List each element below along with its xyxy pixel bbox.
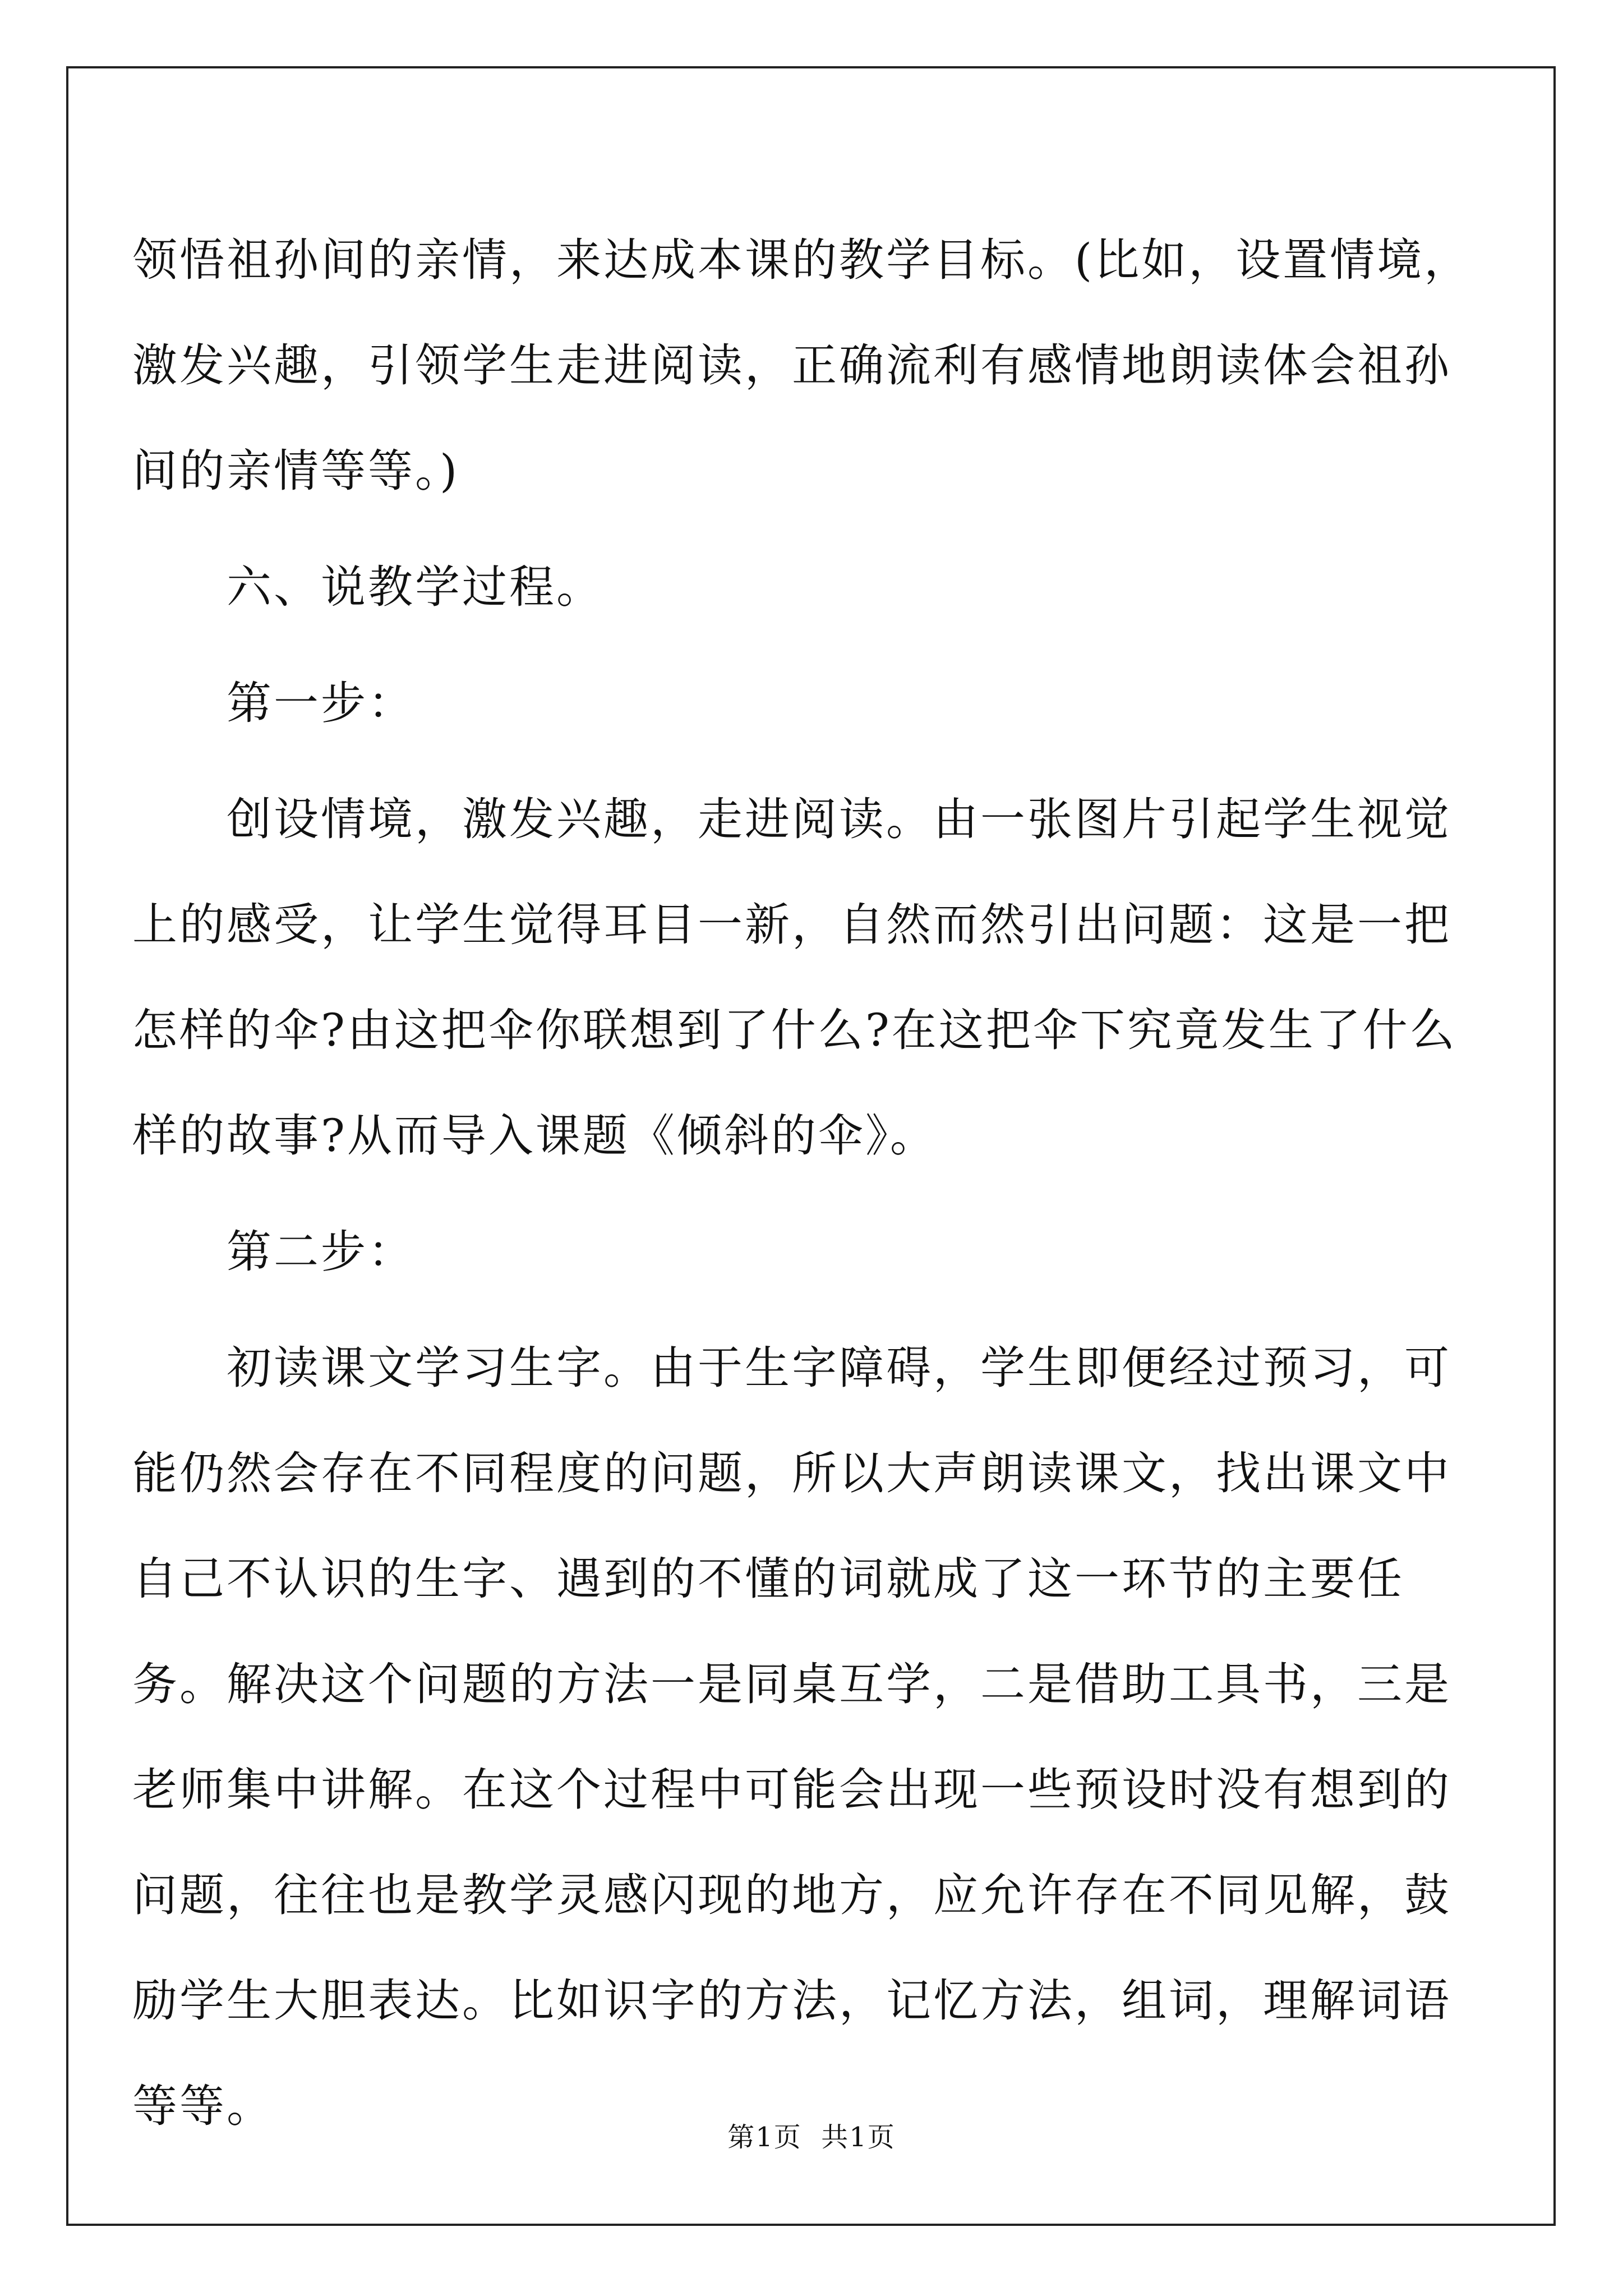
step-one-heading: 第一步： bbox=[132, 677, 415, 729]
step-two-paragraph: 初读课文学习生字。由于生字障碍，学生即便经过预习，可能仍然会存在不同程度的问题，所以大声朗读课文，找出课文中自己不认识的生字、遇到的不懂的词就成了这一环节的主要任务。解决这个问题的方法一是同桌互学，二是借助工具书，三是老师集中讲解。在这个过程中可能会出现一些预设时没有想到的问题，往往也是教学灵感闪现的地方，应允许存在不同见解，鼓励学生大胆表达。比如识字的方法，记忆方法，组词，理解词语等等。 bbox=[132, 1342, 1451, 2132]
page-number-footer: 第1页 共1页 bbox=[727, 2122, 896, 2153]
section-heading-teaching-process: 六、说教学过程。 bbox=[132, 561, 603, 613]
paragraph-continuation: 领悟祖孙间的亲情，来达成本课的教学目标。(比如，设置情境，激发兴趣，引领学生走进阅读，正确流利有感情地朗读体会祖孙间的亲情等等。) bbox=[132, 234, 1472, 497]
step-one-paragraph: 创设情境，激发兴趣，走进阅读。由一张图片引起学生视觉上的感受，让学生觉得耳目一新，自然而然引出问题：这是一把怎样的伞?由这把伞你联想到了什么?在这把伞下究竟发生了什么样的故事?从而导入课题《倾斜的伞》。 bbox=[132, 793, 1457, 1162]
step-two-heading: 第二步： bbox=[132, 1226, 415, 1278]
document-body bbox=[132, 208, 1490, 2159]
